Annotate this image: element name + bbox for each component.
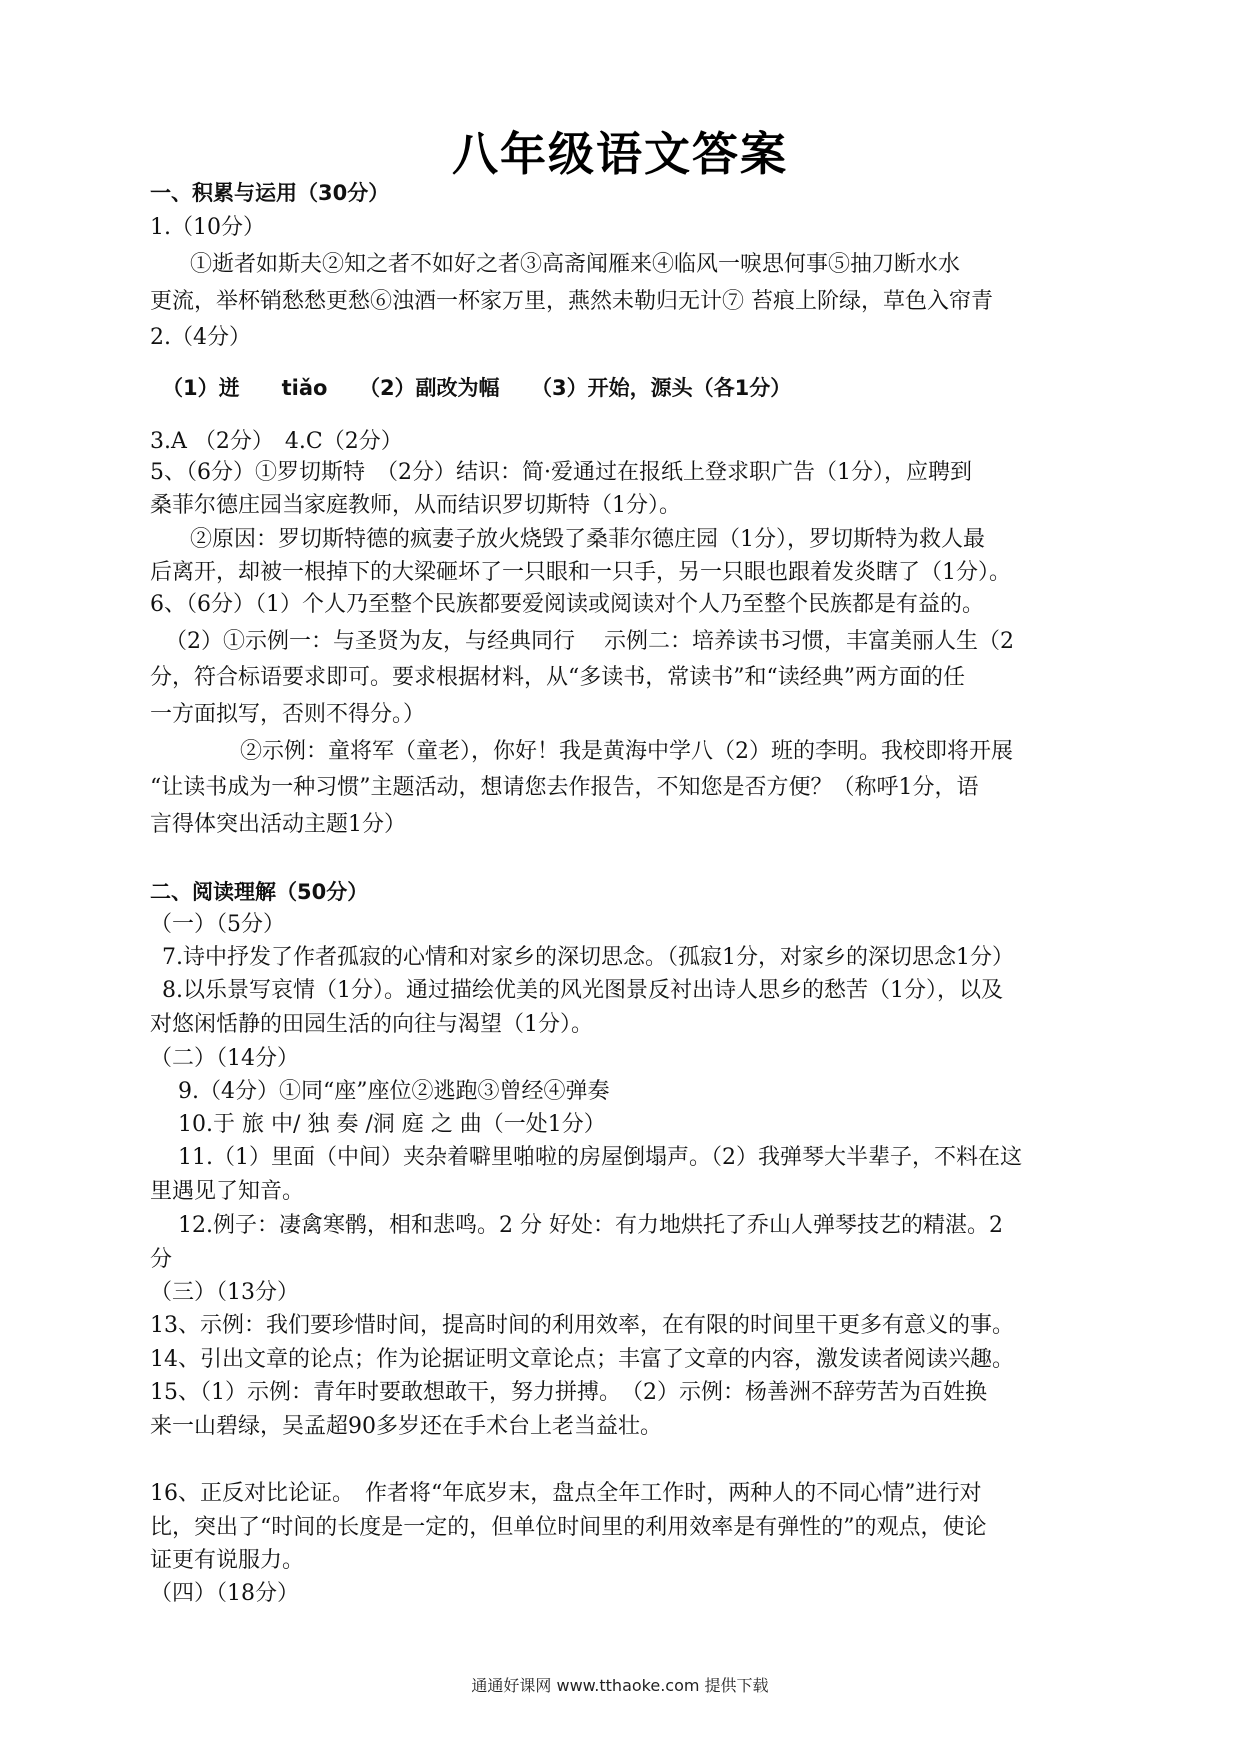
answer-line: “让读书成为一种习惯”主题活动，想请您去作报告，不知您是否方便？（称呼1分，语 — [150, 775, 979, 800]
answer-line: 7.诗中抒发了作者孤寂的心情和对家乡的深切思念。（孤寂1分，对家乡的深切思念1分） — [162, 945, 1014, 970]
answer-line: 8.以乐景写哀情（1分）。通过描绘优美的风光图景反衬出诗人思乡的愁苦（1分），以及 — [162, 978, 1003, 1003]
answer-line: ①逝者如斯夫②知之者不如好之者③高斋闻雁来④临风一唳思何事⑤抽刀断水水 — [190, 252, 961, 277]
section-heading: （1）迸 tiǎo （2）副改为幅 （3）开始，源头（各1分） — [162, 376, 792, 400]
answer-line: 5、（6分）①罗切斯特 （2分）结识：简·爱通过在报纸上登求职广告（1分），应聘到 — [150, 460, 972, 485]
answer-line: 16、正反对比论证。 作者将“年底岁末，盘点全年工作时，两种人的不同心情”进行对 — [150, 1481, 982, 1506]
page-title: 八年级语文答案 — [452, 127, 788, 181]
answer-line: 对悠闲恬静的田园生活的向往与渴望（1分）。 — [150, 1012, 593, 1037]
answer-line: 3.A （2分） 4.C（2分） — [150, 429, 403, 454]
answer-line: 后离开，却被一根掉下的大梁砸坏了一只眼和一只手，另一只眼也跟着发炎瞎了（1分）。 — [150, 560, 1012, 585]
answer-line: 9.（4分）①同“座”座位②逃跑③曾经④弹奏 — [178, 1079, 610, 1104]
answer-line: 来一山碧绿，吴孟超90多岁还在手术台上老当益壮。 — [150, 1414, 662, 1439]
answer-line: 14、引出文章的论点；作为论据证明文章论点；丰富了文章的内容，激发读者阅读兴趣。 — [150, 1347, 1014, 1372]
answer-line: 更流，举杯销愁愁更愁⑥浊酒一杯家万里，燕然未勒归无计⑦ 苔痕上阶绿，草色入帘青 — [150, 289, 993, 314]
answer-line: ②示例：童将军（童老），你好！我是黄海中学八（2）班的李明。我校即将开展 — [240, 739, 1013, 764]
answer-line: （三）（13分） — [150, 1280, 299, 1305]
answer-line: （2）①示例一：与圣贤为友，与经典同行 示例二：培养读书习惯，丰富美丽人生（2 — [165, 629, 1014, 654]
answer-line: 证更有说服力。 — [150, 1548, 305, 1573]
answer-line: 10.于 旅 中/ 独 奏 /洞 庭 之 曲（一处1分） — [178, 1112, 606, 1137]
answer-line: 1.（10分） — [150, 215, 265, 240]
page-footer: 通通好课网 www.tthaoke.com 提供下载 — [471, 1676, 769, 1695]
answer-line: 桑菲尔德庄园当家庭教师，从而结识罗切斯特（1分）。 — [150, 493, 681, 518]
answer-line: 里遇见了知音。 — [150, 1179, 305, 1204]
answer-line: 分 — [150, 1247, 173, 1272]
answer-line: ②原因：罗切斯特德的疯妻子放火烧毁了桑菲尔德庄园（1分），罗切斯特为救人最 — [190, 527, 985, 552]
answer-line: 11.（1）里面（中间）夹杂着噼里啪啦的房屋倒塌声。（2）我弹琴大半辈子，不料在这 — [178, 1145, 1022, 1170]
answer-line: 分，符合标语要求即可。要求根据材料，从“多读书，常读书”和“读经典”两方面的任 — [150, 665, 965, 690]
answer-line: （四）（18分） — [150, 1581, 299, 1606]
section-heading: 一、积累与运用（30分） — [150, 181, 390, 205]
answer-line: （一）（5分） — [150, 912, 285, 937]
answer-line: 言得体突出活动主题1分） — [150, 812, 406, 837]
answer-line: （二）（14分） — [150, 1046, 299, 1071]
answer-line: 6、（6分）（1）个人乃至整个民族都要爱阅读或阅读对个人乃至整个民族都是有益的。 — [150, 592, 984, 617]
answer-line: 13、示例：我们要珍惜时间，提高时间的利用效率，在有限的时间里干更多有意义的事。 — [150, 1313, 1014, 1338]
answer-line: 15、（1）示例：青年时要敢想敢干，努力拼搏。 （2）示例：杨善洲不辞劳苦为百姓换 — [150, 1380, 987, 1405]
answer-line: 2.（4分） — [150, 325, 251, 350]
answer-line: 12.例子：凄禽寒鹘，相和悲鸣。2 分 好处：有力地烘托了乔山人弹琴技艺的精湛。2 — [178, 1213, 1003, 1238]
answer-line: 比，突出了“时间的长度是一定的，但单位时间里的利用效率是有弹性的”的观点，使论 — [150, 1515, 987, 1540]
section-heading: 二、阅读理解（50分） — [150, 880, 369, 904]
answer-line: 一方面拟写，否则不得分。） — [150, 702, 426, 727]
